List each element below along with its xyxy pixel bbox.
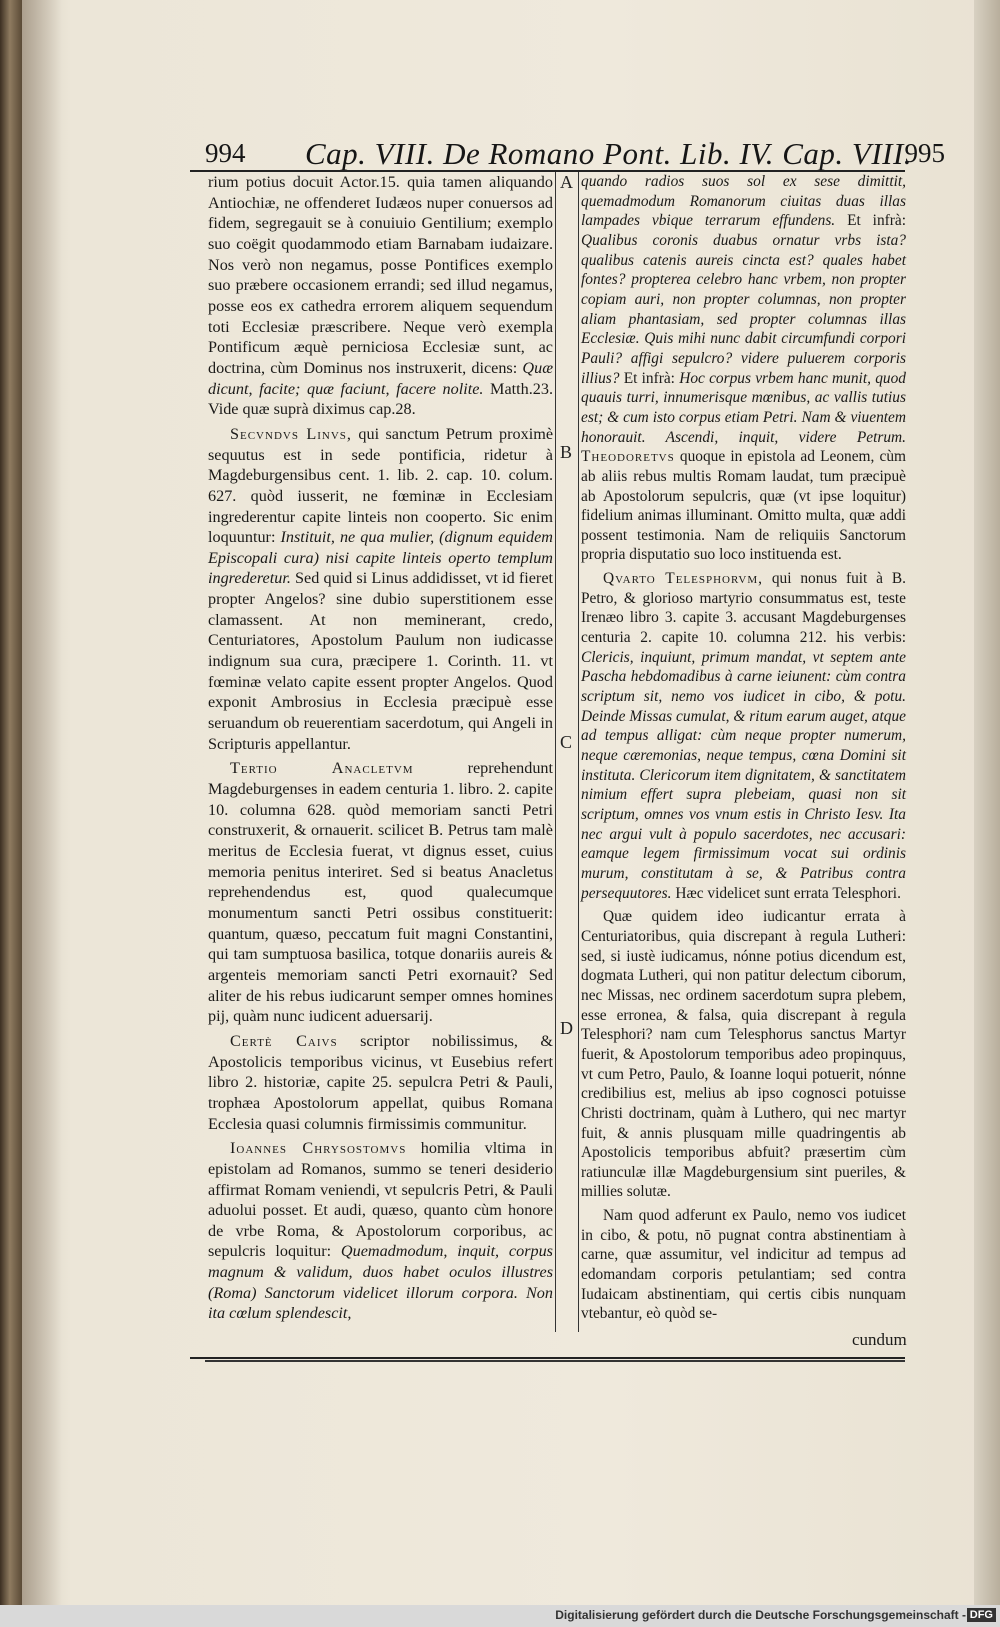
marginal-letter-c: C bbox=[560, 732, 573, 752]
folio-left: 994 bbox=[205, 138, 246, 168]
paragraph-lead: Theodoretvs bbox=[581, 448, 675, 466]
paragraph-lead: Secvndvs Linvs, bbox=[230, 424, 352, 443]
catchword: cundum bbox=[852, 1330, 907, 1349]
paragraph-lead: Ioannes Chrysostomvs bbox=[230, 1139, 407, 1158]
footer-credit: Digitalisierung gefördert durch die Deutsche Forschungsgemeinschaft - bbox=[555, 1608, 966, 1622]
folio-right: 995 bbox=[904, 138, 945, 168]
paragraph: Quæ quidem ideo iudicantur errata à Centuriatoribus, quia discrepant à regula Lutheri: sed, si iustè iudicamus, nónne potius dicendum est, dogmata Lutheri, qui non patitur delectum ciborum, nec Missas, nec ordinem sacerdotum supra plebem, esse erronea, & falsa, quia discrepant à regula Telesphori? nam cum Telesphorus sanctus Martyr fuerit, & Apostolorum temporibus adeo propinquus, vt cum Petro, Paulo, & Ioanne loqui potuerit, nónne credibilius est, melius ab ipso cognosci potuisse Christi doctrinam, quàm à Luthero, qui nec martyr fuit, & annis plusquam mille quadringentis ab Apostolicis temporibus abfuit? præsertim cùm ratiunculæ illæ Magdeburgensium sint pueriles, & millies solutæ. bbox=[581, 908, 906, 1201]
quotation: Clericis, inquiunt, primum mandat, vt septem ante Pascha hebdomadibus à carne ieiunent: cùm contra scriptum sit, nemo vos iudicet in cibo, & potu. Deinde Missas cumulat, & ritum earum auget, atque ad tempus alligat: cùm neque propter numerum, neque cæremonias, neque tempus, cœna Domini sit instituta. Clericorum item dignitatem, & sanctitatem nimium effert supra plebeiam, quasi non sit scriptum, omnes vos vnum estis in Christo Iesv. Ita nec argui vult à populo sacerdotes, nec accusari: eamque legem firmissimum vocat sui ordinis murum, constitutam à se, & Patribus contra persequutores. bbox=[581, 648, 906, 902]
paragraph-lead: Certè Caivs bbox=[230, 1031, 338, 1050]
paragraph-lead: Qvarto Telesphorvm, bbox=[603, 570, 763, 588]
paragraph: rium potius docuit Actor.15. quia tamen aliquando Antiochiæ, ne offenderet Iudæos nuper conuersos ad fidem, segregauit se à conuiuio Gentilium; exemplo suo coëgit quodammodo etiam Barnabam iudaizare. Nos verò non negamus, posse Pontifices exemplo suo præbere occasionem errandi; sed illud negamus, posse eos ex cathedra errorem aliquem sequendum toti Ecclesiæ præscribere. Neque verò exempla Pontificum æquè perniciosa Ecclesiæ sunt, ac doctrina, cùm Dominus nos instruxerit, dicens: Quæ dicunt, facite; quæ faciunt, facere nolite. Matth.23. Vide quæ suprà diximus cap.28. bbox=[208, 173, 554, 419]
right-column bbox=[581, 172, 906, 1332]
dfg-logo: DFG bbox=[967, 1608, 996, 1622]
column-rule-left bbox=[555, 172, 556, 1332]
paragraph: Secvndvs Linvs, qui sanctum Petrum proximè sequutus est in sede pontificia, ridetur à Magdeburgensibus cent. 1. lib. 2. cap. 10. colum. 627. quòd iusserit, ne fœminæ in Ecclesiam ingrederentur capite linteis non cooperto. Sic enim loquuntur: Instituit, ne qua mulier, (dignum equidem Episcopali cura) nisi capite linteis operto templum ingrederetur. Sed quid si Linus addidisset, vt id fieret propter Angelos? sine dubio superstitionem esse clamassent. At non meminerant, credo, Centuriatores, Apostolum Paulum non iudicasse indignum sua cura, præcipere 1. Corinth. 11. vt fœminæ velato capite essent propter Angelos. Quod exponit Ambrosius in Ecclesia præcipuè esse seruandum ob reuerentiam sacerdotum, qui Angeli in Scripturis appellantur. bbox=[208, 424, 554, 753]
quotation: Quæ dicunt, facite; quæ faciunt, facere nolite. bbox=[208, 358, 554, 398]
bottom-rule bbox=[205, 1360, 905, 1362]
running-head bbox=[205, 138, 945, 174]
marginal-letter-a: A bbox=[560, 172, 573, 192]
column-rule-right bbox=[578, 172, 579, 1332]
left-column bbox=[208, 172, 553, 1332]
quotation: quando radios suos sol ex sese dimittit, quemadmodum Romanorum ciuitas duas illas lampades vbique terrarum effundens. bbox=[581, 173, 906, 230]
marginal-letter-d: D bbox=[560, 1018, 573, 1038]
paragraph: Ioannes Chrysostomvs homilia vltima in epistolam ad Romanos, summo se teneri desiderio affirmat Romam veniendi, vt sepulcris Petri, & Pauli aduolui posset. Et audi, quæso, quanto cùm honore de vrbe Roma, & Apostolorum corporibus, ac sepulcris loquitur: Quemadmodum, inquit, corpus magnum & validum, duos habet oculos illustres (Roma) Sanctorum videlicet illorum corpora. Non ita cœlum splendescit, bbox=[208, 1139, 553, 1323]
footer-bar bbox=[0, 1605, 1000, 1627]
neighbor-page-edge bbox=[974, 0, 1000, 1605]
quotation: Instituit, ne qua mulier, (dignum equidem Episcopali cura) nisi capite linteis operto templum ingrederetur. bbox=[208, 528, 553, 588]
marginal-letter-b: B bbox=[560, 442, 573, 462]
paragraph: Qvarto Telesphorvm, qui nonus fuit à B. Petro, & glorioso martyrio consummatus est, teste Irenæo libro 3. capite 3. accusant Magdeburgenses centuria 2. capite 10. columna 212. his verbis: Clericis, inquiunt, primum mandat, vt septem ante Pascha hebdomadibus à carne ieiunent: cùm contra scriptum sit, nemo vos iudicet in cibo, & potu. Deinde Missas cumulat, & ritum earum auget, atque ad tempus alligat: cùm neque propter numerum, neque cæremonias, neque tempus, cœna Domini sit instituta. Clericorum item dignitatem, & sanctitatem nimium effert supra plebeiam, quasi non sit scriptum, omnes vos vnum estis in Christo Iesv. Ita nec argui vult à populo sacerdotes, nec accusari: eamque legem firmissimum vocat sui ordinis murum, constitutam à se, & Patribus contra persequutores. Hæc videlicet sunt errata Telesphori. bbox=[581, 570, 906, 902]
quotation: Qualibus coronis duabus ornatur vrbs ista? qualibus catenis aureis cincta est? quales habet fontes? propterea celebro hanc vrbem, non propter copiam auri, non propter columnas, non propter aliam phantasiam, sed propter columnas illas Ecclesiæ. Quis mihi nunc dabit circumfundi corpori Pauli? affigi sepulcro? videre puluerem corporis illius? bbox=[581, 231, 906, 387]
paragraph: Certè Caivs scriptor nobilissimus, & Apostolicis temporibus vicinus, vt Eusebius refert libro 2. historiæ, capite 25. sepulcra Petri & Pauli, trophæa Apostolorum appellat, quibus Romana Ecclesia quasi columnis firmissimis communitur. bbox=[208, 1031, 553, 1133]
page-title: Cap. VIII. De Romano Pont. Lib. IV. Cap. VIII. bbox=[305, 136, 913, 171]
paragraph: Tertio Anacletvm reprehendunt Magdeburgenses in eadem centuria 1. libro. 2. capite 10. columna 628. quòd memoriam sancti Petri construxerit, & ornauerit. scilicet B. Petrus tam malè meritus de Ecclesia fuerat, vt dignus esset, cuius memoria penitus interiret. Sed si beatus Anacletus reprehendendus est, quod qualecumque monumentum sancti Petri ossibus constituerit: quantum, quæso, peccatum fuit magni Constantini, qui tam sumptuosa basilica, totque donariis aureis & argenteis memoriam sancti Petri exornauit? Sed aliter de his rebus iudicarunt semper omnes homines pij, quàm nunc iudicent aduersarij. bbox=[208, 759, 554, 1026]
gutter-shadow bbox=[22, 0, 62, 1605]
paragraph-lead: Tertio Anacletvm bbox=[230, 759, 414, 778]
book-edge bbox=[0, 0, 22, 1627]
paragraph: quando radios suos sol ex sese dimittit, quemadmodum Romanorum ciuitas duas illas lampades vbique terrarum effundens. Et infrà: Qualibus coronis duabus ornatur vrbs ista? qualibus catenis aureis cincta est? quales habet fontes? propterea celebro hanc vrbem, non propter copiam auri, non propter columnas, non propter aliam phantasiam, sed propter columnas illas Ecclesiæ. Quis mihi nunc dabit circumfundi corpori Pauli? affigi sepulcro? videre puluerem corporis illius? Et infrà: Hoc corpus vrbem hanc munit, quod quauis turri, innumerisque mœnibus, ac vallis tutius est; & cum isto corpus etiam Petri. Nam & viuentem honorauit. Ascendi, inquit, videre Petrum. Theodoretvs quoque in epistola ad Leonem, cùm ab aliis rebus multis Romam laudat, tum præcipuè ab Apostolorum sepulcris, quæ (vt ipse loquitur) fidelium animas illuminant. Omitto multa, quæ addi possent testimonia. Nam de reliquiis Sanctorum propria disputatio suo loco instituenda est. bbox=[581, 173, 906, 564]
paragraph: Nam quod adferunt ex Paulo, nemo vos iudicet in cibo, & potu, nō pugnat contra abstinentiam à carne, quæ assumitur, vel indicitur ad tempus ad edomandam corporis petulantiam; sed contra Iudaicam abstinentiam, qui certis cibis nunquam vtebantur, eò quòd se- bbox=[581, 1207, 906, 1323]
quotation: Quemadmodum, inquit, corpus magnum & validum, duos habet oculos illustres (Roma) Sanctorum videlicet illorum corpora. Non ita cœlum splendescit, bbox=[208, 1242, 553, 1323]
quotation: Hoc corpus vrbem hanc munit, quod quauis turri, innumerisque mœnibus, ac vallis tutius est; & cum isto corpus etiam Petri. Nam & viuentem honorauit. Ascendi, inquit, videre Petrum. bbox=[581, 369, 906, 446]
